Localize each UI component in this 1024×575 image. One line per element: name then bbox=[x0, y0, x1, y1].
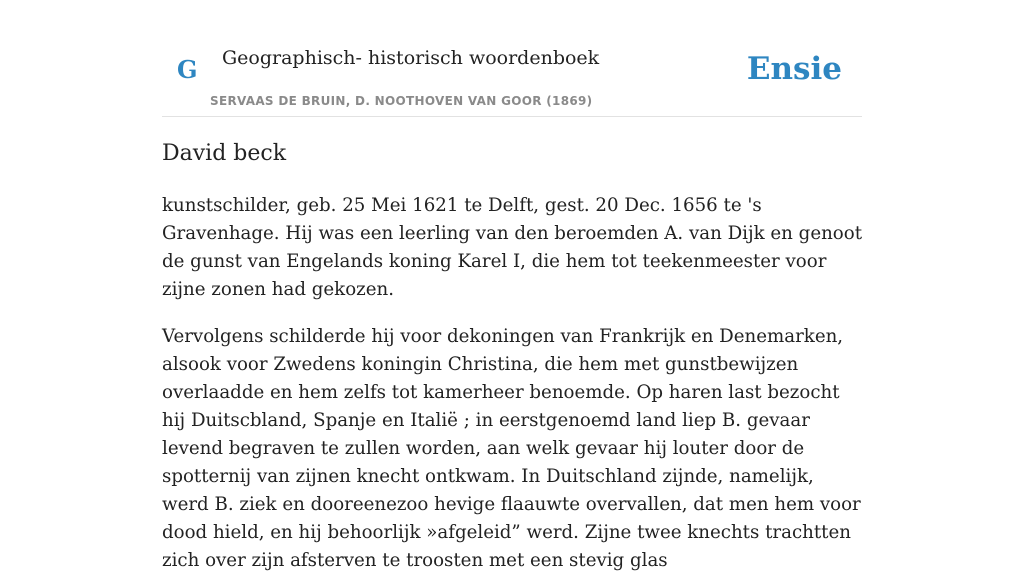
book-title[interactable]: Geographisch- historisch woordenboek bbox=[222, 47, 600, 69]
ensie-brand-link[interactable]: Ensie bbox=[746, 51, 842, 87]
book-authors: SERVAAS DE BRUIN, D. NOOTHOVEN VAN GOOR (1869) bbox=[210, 94, 593, 108]
entry-paragraph: Vervolgens schilderde hij voor dekoningen van Frankrijk en Denemarken, alsook voor Zwedens koningin Christina, die hem met gunstbewijzen overlaadde en hem zelfs tot kamerheer benoemde. Op haren last bezocht hij Duitscbland, Spanje en Italië ; in eerstgenoemd land liep B. gevaar levend begraven te zullen worden, aan welk gevaar hij louter door de spotternij van zijnen knecht ontkwam. In Duitschland zijnde, namelijk, werd B. ziek en dooreenezoo hevige flaauwte overvallen, dat men hem voor dood hield, en hij behoorlijk »afgeleid” werd. Zijne twee knechts trachtten zich over zijn afsterven te troosten met een stevig glas bbox=[162, 326, 861, 571]
dictionary-logo[interactable]: G bbox=[177, 55, 198, 84]
entry-title: David beck bbox=[162, 141, 287, 166]
entry-paragraph: kunstschilder, geb. 25 Mei 1621 te Delft, gest. 20 Dec. 1656 te 's Gravenhage. Hij was een leerling van den beroemden A. van Dijk en genoot de gunst van Engelands koning Karel I, die hem tot teekenmeester voor zijne zonen had gekozen. bbox=[162, 195, 863, 300]
entry-content bbox=[162, 136, 862, 575]
header bbox=[162, 0, 862, 117]
